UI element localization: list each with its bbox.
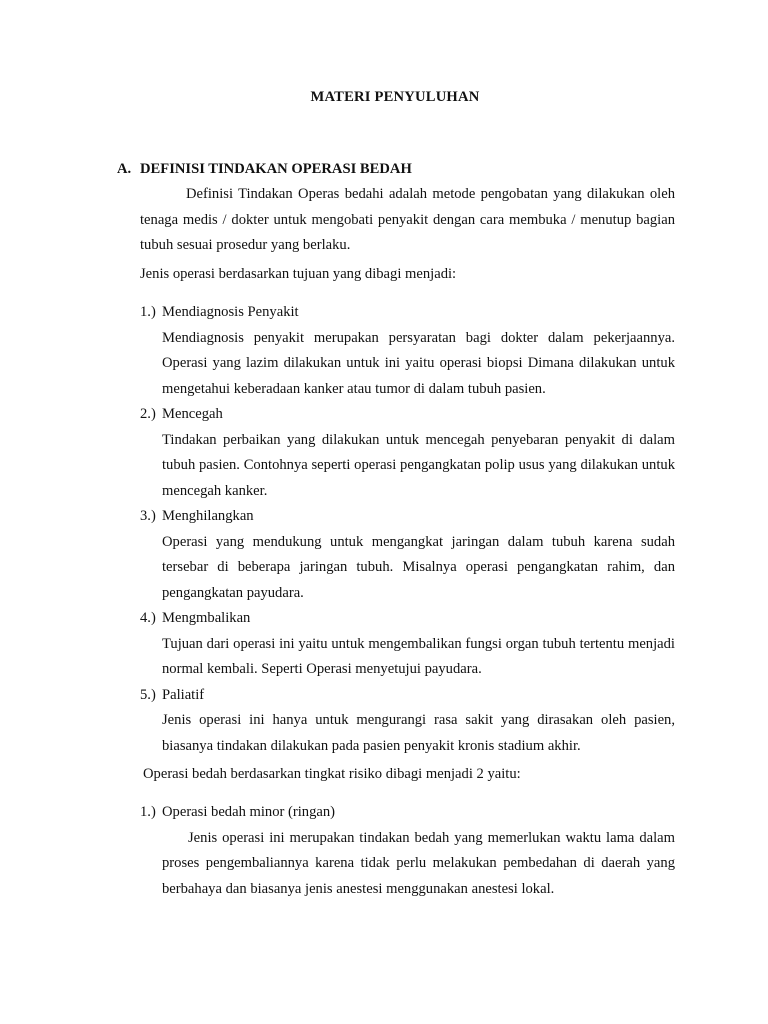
section-letter: A. [117,161,132,177]
item-body: Mendiagnosis penyakit merupakan persyaratan bagi dokter dalam pekerjaannya. Operasi yang lazim dilakukan untuk ini yaitu operasi biopsi Dimana dilakukan untuk mengetahui keberadaan kanker atau tumor di dalam tubuh pasien. [162,329,675,397]
item-number: 4.) [140,610,156,626]
item-title: Mencegah [162,406,223,422]
purpose-intro: Jenis operasi berdasarkan tujuan yang dibagi menjadi: [140,266,457,282]
risk-list [140,800,675,902]
item-title: Mendiagnosis Penyakit [162,304,299,320]
item-number: 2.) [140,406,156,422]
list-item [140,683,675,760]
item-title: Mengmbalikan [162,610,251,626]
item-number: 5.) [140,686,156,703]
item-title: Menghilangkan [162,508,254,524]
purpose-list [140,300,675,759]
list-item [140,606,675,683]
item-number: 3.) [140,508,156,524]
risk-intro: Operasi bedah berdasarkan tingkat risiko dibagi menjadi 2 yaitu: [143,766,521,782]
item-body: Jenis operasi ini merupakan tindakan bedah yang memerlukan waktu lama dalam proses pengembaliannya karena tidak perlu melakukan pembedahan di daerah yang berbahaya dan biasanya jenis anestesi menggunakan anestesi lokal. [162,829,675,897]
list-item [140,504,675,606]
list-item [140,402,675,504]
document-title: MATERI PENYULUHAN [310,89,480,105]
item-body: Operasi yang mendukung untuk mengangkat jaringan dalam tubuh karena sudah tersebar di beberapa jaringan tubuh. Misalnya operasi pengangkatan rahim, dan pengangkatan payudara. [162,533,675,601]
item-body: Tindakan perbaikan yang dilakukan untuk mencegah penyebaran penyakit di dalam tubuh pasien. Contohnya seperti operasi pengangkatan polip usus yang dilakukan untuk mencegah kanker. [162,431,675,499]
definition-paragraph: Definisi Tindakan Operas bedahi adalah metode pengobatan yang dilakukan oleh tenaga medis / dokter untuk mengobati penyakit dengan cara membuka / menutup bagian tubuh sesuai prosedur yang berlaku. [140,186,675,253]
item-title: Paliatif [162,686,205,703]
item-number: 1.) [140,804,156,820]
list-item [140,800,675,902]
item-body: Tujuan dari operasi ini yaitu untuk mengembalikan fungsi organ tubuh tertentu menjadi normal kembali. Seperti Operasi menyetujui payudara. [162,635,675,677]
section-heading-text: DEFINISI TINDAKAN OPERASI BEDAH [140,161,412,177]
item-body: Jenis operasi ini hanya untuk mengurangi rasa sakit yang dirasakan oleh pasien, biasanya tindakan dilakukan pada pasien penyakit kronis stadium akhir. [162,712,675,754]
list-item [140,300,675,402]
item-title: Operasi bedah minor (ringan) [162,804,336,820]
section-heading [117,157,412,183]
item-number: 1.) [140,304,156,320]
